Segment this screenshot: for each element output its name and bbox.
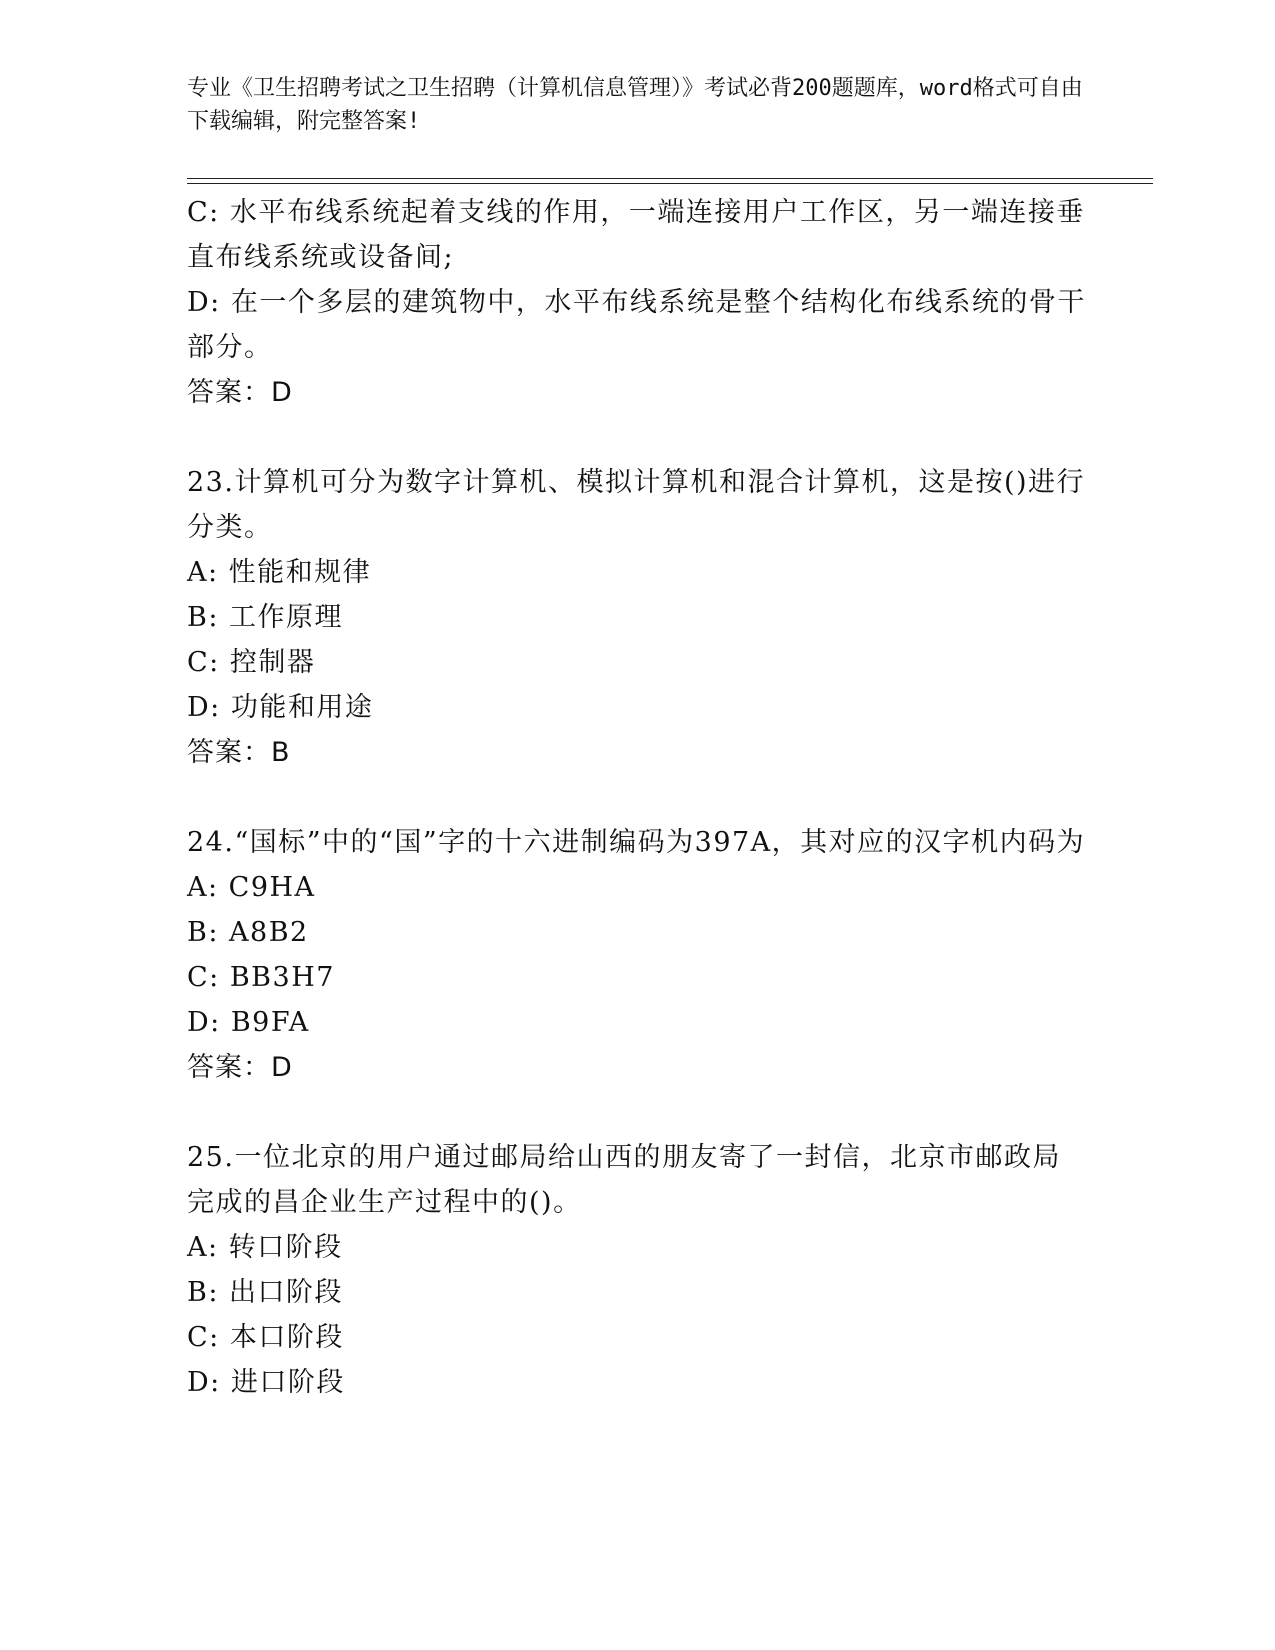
option-c: C: 本口阶段 (187, 1322, 344, 1353)
option-c: C: BB3H7 (187, 962, 335, 993)
spacer (187, 775, 1087, 820)
question-stem: 25.一位北京的用户通过邮局给山西的朋友寄了一封信，北京市邮政局完成的昌企业生产过程中的()。 (187, 1142, 1061, 1218)
question-stem: 24.“国标”中的“国”字的十六进制编码为397A，其对应的汉字机内码为 (187, 827, 1086, 858)
option-a: A: 转口阶段 (187, 1232, 343, 1263)
option-b: B: A8B2 (187, 917, 309, 948)
document-header (187, 72, 1087, 138)
option-a: A: 性能和规律 (187, 557, 372, 588)
spacer (187, 1090, 1087, 1135)
option-b: B: 出口阶段 (187, 1277, 344, 1308)
question-stem: 23.计算机可分为数字计算机、模拟计算机和混合计算机，这是按()进行分类。 (187, 467, 1086, 543)
question-23 (187, 460, 1087, 775)
question-24 (187, 820, 1087, 1090)
question-content (187, 190, 1087, 1405)
option-d: D: 在一个多层的建筑物中，水平布线系统是整个结构化布线系统的骨干部分。 (187, 287, 1086, 363)
document-title: 专业《卫生招聘考试之卫生招聘（计算机信息管理）》考试必背200题题库，word格式可自由下载编辑，附完整答案! (187, 76, 1083, 134)
header-divider-bottom (187, 183, 1153, 184)
option-c: C: 控制器 (187, 647, 316, 678)
question-25 (187, 1135, 1087, 1405)
previous-question-continuation (187, 190, 1087, 415)
spacer (187, 415, 1087, 460)
option-c: C: 水平布线系统起着支线的作用，一端连接用户工作区，另一端连接垂直布线系统或设备间; (187, 197, 1085, 273)
answer-label: 答案：D (187, 377, 293, 408)
answer-label: 答案：B (187, 737, 291, 768)
option-d: D: B9FA (187, 1007, 310, 1038)
option-d: D: 功能和用途 (187, 692, 374, 723)
option-a: A: C9HA (187, 872, 316, 903)
option-b: B: 工作原理 (187, 602, 344, 633)
answer-label: 答案：D (187, 1052, 293, 1083)
option-d: D: 进口阶段 (187, 1367, 345, 1398)
header-divider-top (187, 178, 1153, 179)
